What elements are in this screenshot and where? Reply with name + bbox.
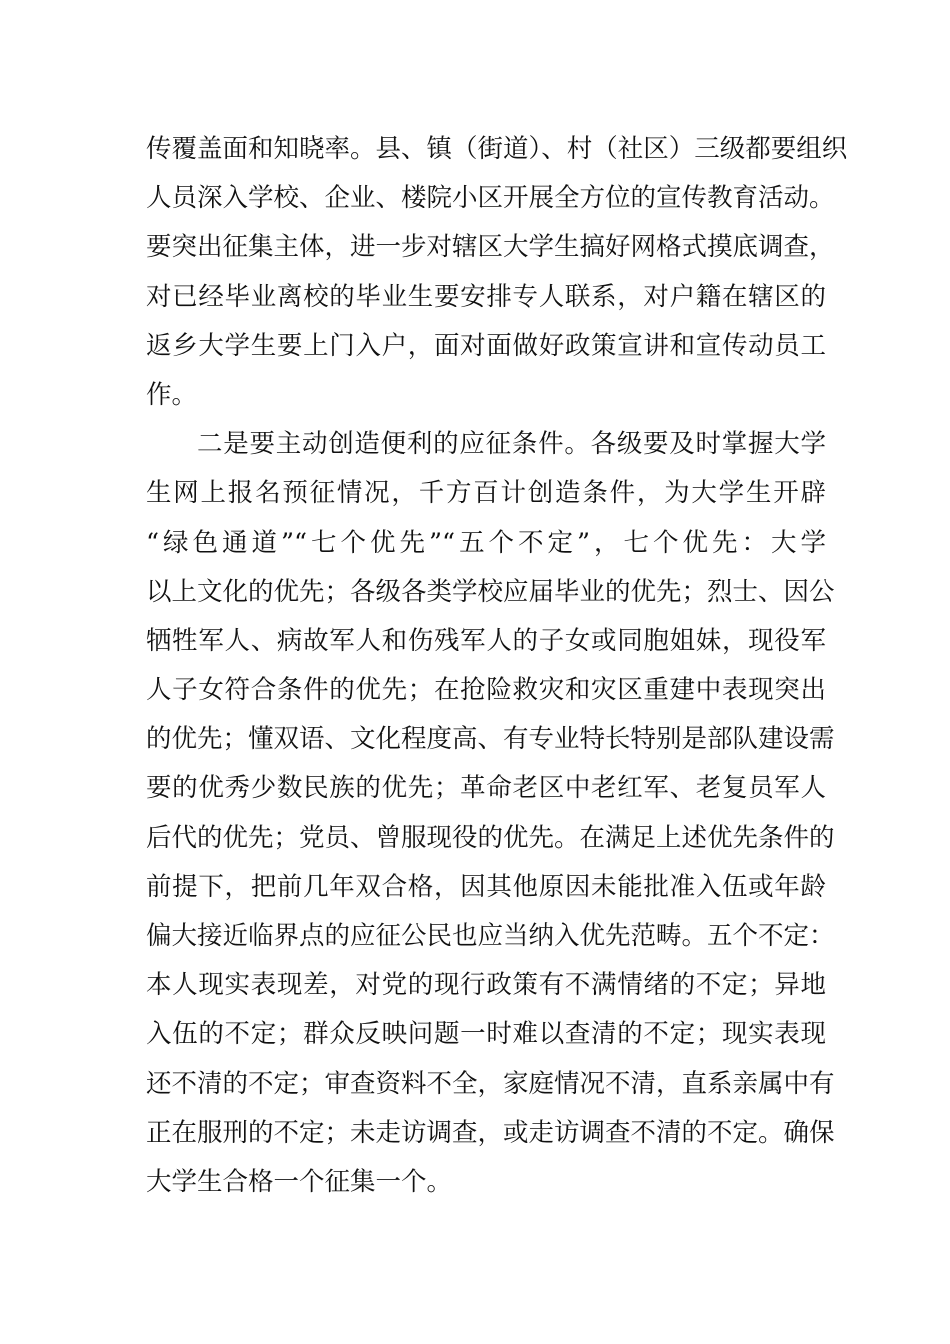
text-line: 返乡大学生要上门入户，面对面做好政策宣讲和宣传动员工: [146, 330, 826, 361]
text-line: 传覆盖面和知晓率。县、镇（街道）、村（社区）三级都要组织: [146, 134, 848, 164]
text-line: 偏大接近临界点的应征公民也应当纳入优先范畴。五个不定：: [146, 921, 835, 951]
text-line: 还不清的不定；审查资料不全，家庭情况不清，直系亲属中有: [146, 1068, 835, 1099]
text-line: 大学生合格一个征集一个。: [146, 1166, 453, 1197]
text-line: 本人现实表现差，对党的现行政策有不满情绪的不定；异地: [146, 970, 826, 1001]
text-line: 生网上报名预征情况，千方百计创造条件，为大学生开辟: [146, 478, 826, 509]
text-line: 牺牲军人、病故军人和伤残军人的子女或同胞姐妹，现役军: [146, 625, 826, 656]
text-line: 二是要主动创造便利的应征条件。各级要及时掌握大学: [197, 429, 826, 460]
text-line: 后代的优先；党员、曾服现役的优先。在满足上述优先条件的: [146, 822, 835, 853]
text-line: 人子女符合条件的优先；在抢险救灾和灾区重建中表现突出: [146, 675, 826, 706]
text-line: 以上文化的优先；各级各类学校应届毕业的优先；烈士、因公: [146, 576, 835, 607]
text-line: “绿色通道”“七个优先”“五个不定”，七个优先：大学: [146, 527, 826, 558]
text-line: 作。: [146, 379, 198, 410]
text-line: 要的优秀少数民族的优先；革命老区中老红军、老复员军人: [146, 773, 826, 804]
paragraph-2: [146, 420, 835, 1207]
text-line: 前提下，把前几年双合格，因其他原因未能批准入伍或年龄: [146, 871, 826, 902]
text-line: 正在服刑的不定；未走访调查，或走访调查不清的不定。确保: [146, 1117, 835, 1148]
text-line: 对已经毕业离校的毕业生要安排专人联系，对户籍在辖区的: [146, 281, 826, 312]
text-line: 人员深入学校、企业、楼院小区开展全方位的宣传教育活动。: [146, 183, 835, 214]
body-text: [146, 125, 848, 1207]
text-line: 的优先；懂双语、文化程度高、有专业特长特别是部队建设需: [146, 724, 835, 755]
text-line: 要突出征集主体，进一步对辖区大学生搞好网格式摸底调查，: [146, 232, 835, 263]
text-line: 入伍的不定；群众反映问题一时难以查清的不定；现实表现: [146, 1019, 826, 1050]
paragraph-1: [146, 125, 848, 420]
